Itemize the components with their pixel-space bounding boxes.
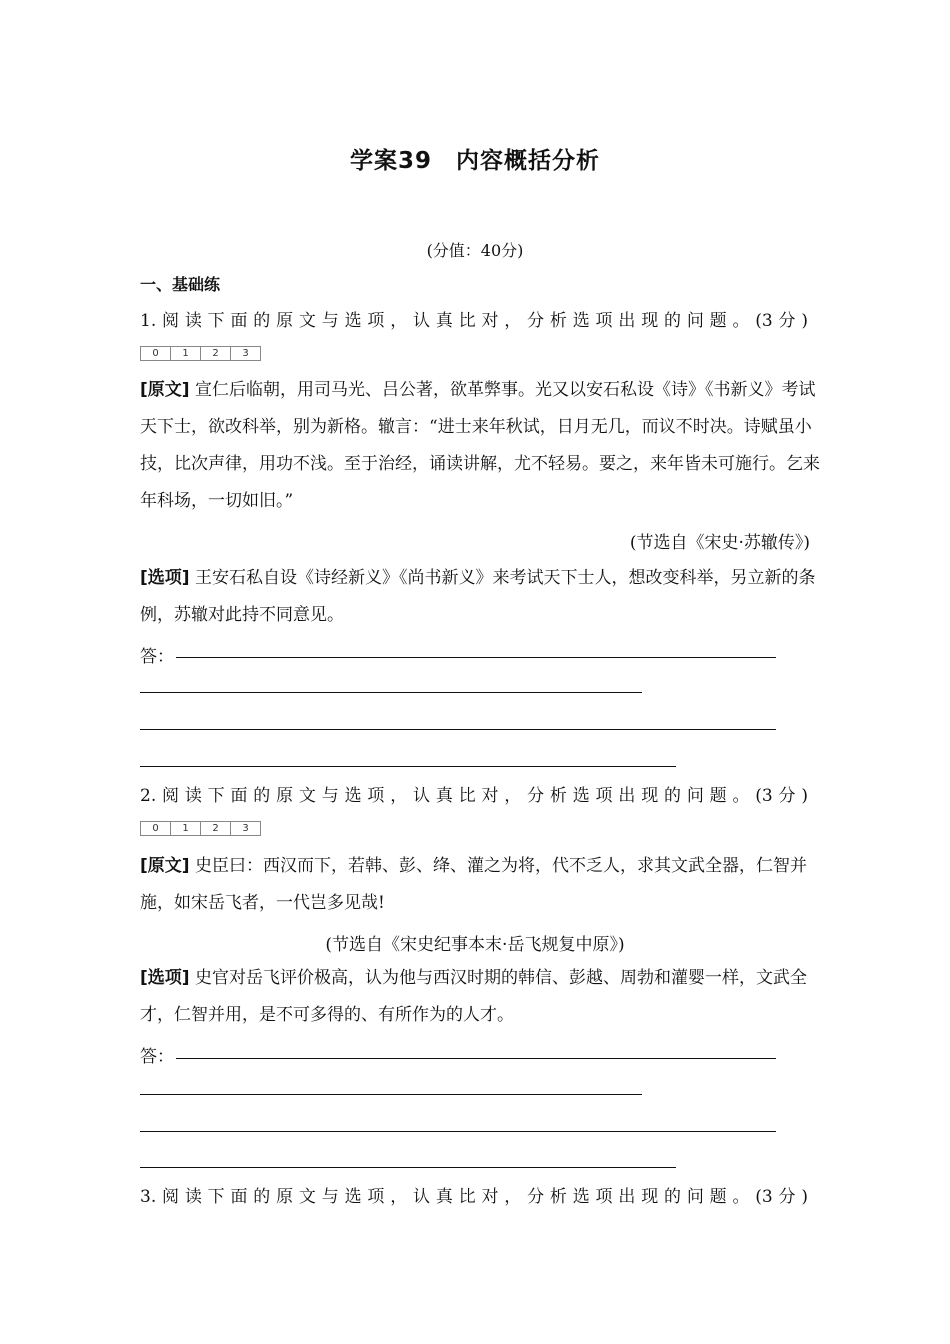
q2-answer-label: 答： <box>140 1047 174 1067</box>
q1-option-text: 王安石私自设《诗经新义》《尚书新义》来考试天下士人，想改变科举，另立新的条例，苏辙对此持不同意见。 <box>140 568 816 625</box>
score-cell: 0 <box>140 821 171 836</box>
q3-prompt: 3.阅读下面的原文与选项，认真比对，分析选项出现的问题。(3分) <box>140 1187 808 1207</box>
page-title: 学案39 内容概括分析 <box>349 148 600 174</box>
q2-answer-line-4[interactable] <box>140 1167 676 1168</box>
q2-original-text: 史臣曰：西汉而下，若韩、彭、绛、灌之为将，代不乏人，求其文武全器，仁智并施，如宋岳飞者，一代岂多见哉! <box>140 856 807 913</box>
q1-answer-line-3[interactable] <box>140 729 776 730</box>
score-value: (分值：40分) <box>426 241 524 260</box>
q2-original <box>140 848 830 922</box>
q1-option <box>140 560 830 634</box>
q1-original-text: 宣仁后临朝，用司马光、吕公著，欲革弊事。光又以安石私设《诗》《书新义》考试天下士，欲改科举，别为新格。辙言：“进士来年秋试，日月无几，而议不时决。诗赋虽小技，比次声律，用功不浅。至于治经，诵读讲解，尤不轻易。要之，来年皆未可施行。乞来年科场，一切如旧。” <box>140 380 820 511</box>
score-cell: 2 <box>200 821 231 836</box>
score-cell: 1 <box>170 821 201 836</box>
q1-option-tag: [选项] <box>140 568 190 588</box>
q2-prompt: 2.阅读下面的原文与选项，认真比对，分析选项出现的问题。(3分) <box>140 786 808 806</box>
score-cell: 2 <box>200 346 231 361</box>
q1-answer-line-4[interactable] <box>140 766 676 767</box>
q1-original-tag: [原文] <box>140 380 190 400</box>
q2-answer-line-1[interactable] <box>176 1058 776 1059</box>
q1-prompt: 1.阅读下面的原文与选项，认真比对，分析选项出现的问题。(3分) <box>140 311 808 331</box>
section-heading: 一、基础练 <box>140 275 221 294</box>
q2-option-tag: [选项] <box>140 968 190 988</box>
q1-answer-line-1[interactable] <box>176 657 776 658</box>
q1-answer-label: 答： <box>140 647 174 667</box>
q1-source: (节选自《宋史·苏辙传》) <box>629 533 810 553</box>
q2-answer-line-2[interactable] <box>140 1094 642 1095</box>
q2-original-tag: [原文] <box>140 856 190 876</box>
q2-answer-line-3[interactable] <box>140 1131 776 1132</box>
q2-source: (节选自《宋史纪事本末·岳飞规复中原》) <box>325 935 625 955</box>
score-cell: 0 <box>140 346 171 361</box>
q2-option-text: 史官对岳飞评价极高，认为他与西汉时期的韩信、彭越、周勃和灌婴一样，文武全才，仁智并用，是不可多得的、有所作为的人才。 <box>140 968 807 1025</box>
q1-answer-line-2[interactable] <box>140 692 642 693</box>
score-cell: 3 <box>230 346 261 361</box>
q2-score-scale <box>140 821 261 836</box>
q1-score-scale <box>140 346 261 361</box>
q1-original <box>140 372 830 520</box>
q2-option <box>140 960 830 1034</box>
score-cell: 1 <box>170 346 201 361</box>
score-cell: 3 <box>230 821 261 836</box>
